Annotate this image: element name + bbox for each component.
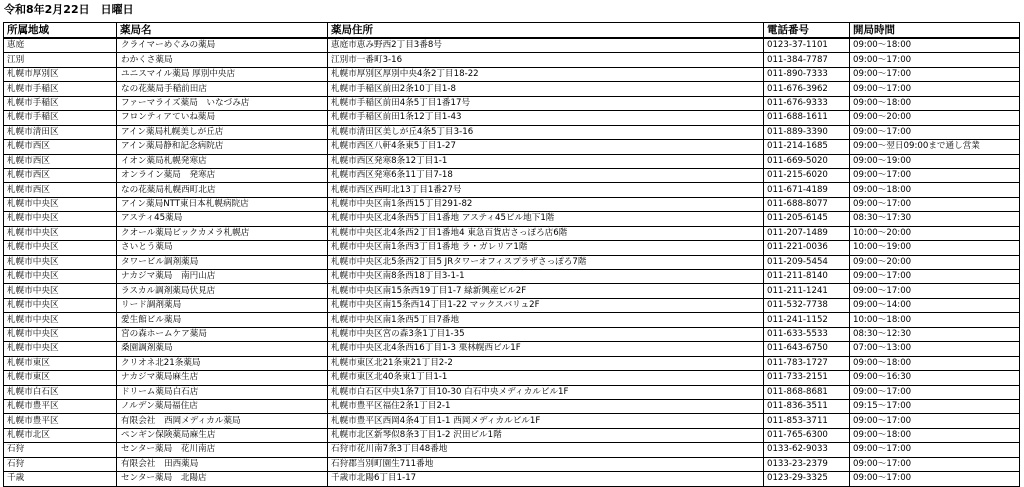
- cell-phone: 0123-37-1101: [764, 38, 850, 53]
- cell-area: 札幌市中央区: [4, 197, 117, 211]
- cell-hours: 09:15～17:00: [850, 399, 1020, 413]
- cell-phone: 011-783-1727: [764, 356, 850, 370]
- cell-hours: 08:30～17:30: [850, 212, 1020, 226]
- cell-area: 札幌市西区: [4, 140, 117, 154]
- cell-area: 札幌市手稲区: [4, 111, 117, 125]
- table-row: [4, 241, 1020, 255]
- cell-area: 千歳: [4, 472, 117, 486]
- cell-address: 札幌市西区西町北13丁目1番27号: [328, 183, 764, 197]
- pharmacy-table: [3, 22, 1020, 487]
- cell-area: 札幌市東区: [4, 356, 117, 370]
- cell-address: 千歳市北陽6丁目1-17: [328, 472, 764, 486]
- cell-phone: 011-384-7787: [764, 53, 850, 67]
- table-row: [4, 270, 1020, 284]
- cell-area: 札幌市厚別区: [4, 67, 117, 81]
- cell-hours: 09:00～17:00: [850, 53, 1020, 67]
- table-row: [4, 96, 1020, 110]
- table-row: [4, 298, 1020, 312]
- cell-hours: 09:00～17:00: [850, 472, 1020, 486]
- cell-name: イオン薬局札幌発寒店: [117, 154, 328, 168]
- cell-name: ナカジマ薬局 南円山店: [117, 270, 328, 284]
- cell-phone: 011-868-8681: [764, 385, 850, 399]
- cell-hours: 09:00～17:00: [850, 197, 1020, 211]
- table-row: [4, 140, 1020, 154]
- cell-phone: 011-853-3711: [764, 414, 850, 428]
- cell-address: 札幌市白石区中央1条7丁目10-30 白石中央メディカルビル1F: [328, 385, 764, 399]
- cell-hours: 09:00～18:00: [850, 356, 1020, 370]
- cell-phone: 011-889-3390: [764, 125, 850, 139]
- cell-hours: 09:00～17:00: [850, 385, 1020, 399]
- table-row: [4, 82, 1020, 96]
- cell-hours: 09:00～17:00: [850, 443, 1020, 457]
- cell-phone: 011-211-1241: [764, 284, 850, 298]
- cell-hours: 08:30～12:30: [850, 327, 1020, 341]
- cell-phone: 011-633-5533: [764, 327, 850, 341]
- cell-address: 札幌市手稲区前田2条10丁目1-8: [328, 82, 764, 96]
- cell-name: アイン薬局札幌美しが丘店: [117, 125, 328, 139]
- cell-address: 札幌市手稲区前田1条12丁目1-43: [328, 111, 764, 125]
- table-row: [4, 313, 1020, 327]
- cell-hours: 09:00～17:00: [850, 82, 1020, 96]
- cell-name: ノルデン薬局福住店: [117, 399, 328, 413]
- cell-name: なの花薬局札幌西町北店: [117, 183, 328, 197]
- cell-name: クライマーめぐみの薬局: [117, 38, 328, 53]
- table-row: [4, 154, 1020, 168]
- cell-address: 札幌市中央区南1条西3丁目1番地 ラ・ガレリア1階: [328, 241, 764, 255]
- cell-phone: 011-221-0036: [764, 241, 850, 255]
- table-row: [4, 197, 1020, 211]
- cell-phone: 011-643-6750: [764, 342, 850, 356]
- table-row: [4, 399, 1020, 413]
- cell-name: 桑園調剤薬局: [117, 342, 328, 356]
- cell-name: タワービル調剤薬局: [117, 255, 328, 269]
- cell-hours: 10:00～19:00: [850, 241, 1020, 255]
- cell-area: 札幌市中央区: [4, 212, 117, 226]
- cell-name: なの花薬局手稲前田店: [117, 82, 328, 96]
- cell-area: 札幌市清田区: [4, 125, 117, 139]
- cell-area: 札幌市中央区: [4, 270, 117, 284]
- table-row: [4, 125, 1020, 139]
- cell-address: 札幌市清田区美しが丘4条5丁目3-16: [328, 125, 764, 139]
- cell-address: 札幌市厚別区厚別中央4条2丁目18-22: [328, 67, 764, 81]
- table-body: [4, 38, 1020, 486]
- cell-phone: 011-241-1152: [764, 313, 850, 327]
- page-title: 令和8年2月22日 日曜日: [4, 3, 134, 16]
- cell-phone: 011-688-8077: [764, 197, 850, 211]
- cell-name: さいとう薬局: [117, 241, 328, 255]
- cell-phone: 011-532-7738: [764, 298, 850, 312]
- cell-area: 石狩: [4, 443, 117, 457]
- cell-address: 札幌市中央区北4条西2丁目1番地4 東急百貨店さっぽろ店6階: [328, 226, 764, 240]
- cell-area: 恵庭: [4, 38, 117, 53]
- cell-name: アスティ45薬局: [117, 212, 328, 226]
- cell-address: 札幌市西区発寒6条11丁目7-18: [328, 168, 764, 182]
- cell-address: 札幌市中央区南1条西5丁目7番地: [328, 313, 764, 327]
- table-row: [4, 111, 1020, 125]
- cell-hours: 09:00～翌日09:00まで通し営業: [850, 140, 1020, 154]
- cell-area: 札幌市西区: [4, 183, 117, 197]
- cell-phone: 011-205-6145: [764, 212, 850, 226]
- cell-hours: 09:00～19:00: [850, 154, 1020, 168]
- cell-address: 札幌市豊平区福住2条1丁目2-1: [328, 399, 764, 413]
- cell-hours: 09:00～17:00: [850, 284, 1020, 298]
- cell-address: 札幌市中央区宮の森3条1丁目1-35: [328, 327, 764, 341]
- cell-address: 札幌市中央区南15条西19丁目1-7 緑新興産ビル2F: [328, 284, 764, 298]
- cell-phone: 0123-29-3325: [764, 472, 850, 486]
- table-row: [4, 168, 1020, 182]
- cell-area: 札幌市豊平区: [4, 414, 117, 428]
- table-row: [4, 428, 1020, 442]
- cell-name: 宮の森ホームケア薬局: [117, 327, 328, 341]
- cell-name: ペンギン保険薬局麻生店: [117, 428, 328, 442]
- cell-hours: 09:00～18:00: [850, 38, 1020, 53]
- cell-area: 札幌市西区: [4, 168, 117, 182]
- header-phone: 電話番号: [764, 23, 850, 39]
- cell-hours: 09:00～17:00: [850, 457, 1020, 471]
- cell-phone: 011-688-1611: [764, 111, 850, 125]
- cell-address: 札幌市東区北40条東1丁目1-1: [328, 371, 764, 385]
- cell-address: 石狩市花川南7条3丁目48番地: [328, 443, 764, 457]
- cell-address: 札幌市中央区南8条西18丁目3-1-1: [328, 270, 764, 284]
- cell-hours: 09:00～17:00: [850, 414, 1020, 428]
- cell-hours: 09:00～20:00: [850, 111, 1020, 125]
- cell-hours: 10:00～20:00: [850, 226, 1020, 240]
- cell-phone: 011-214-1685: [764, 140, 850, 154]
- table-header-row: [4, 23, 1020, 39]
- cell-name: クリオネ北21条薬局: [117, 356, 328, 370]
- cell-name: オンライン薬局 発寒店: [117, 168, 328, 182]
- cell-address: 札幌市中央区北5条西2丁目5 JRタワーオフィスプラザさっぽろ7階: [328, 255, 764, 269]
- cell-name: ユニスマイル薬局 厚別中央店: [117, 67, 328, 81]
- table-row: [4, 356, 1020, 370]
- cell-address: 札幌市北区新琴似8条3丁目1-2 沢田ビル1階: [328, 428, 764, 442]
- cell-phone: 011-765-6300: [764, 428, 850, 442]
- cell-name: ナカジマ薬局麻生店: [117, 371, 328, 385]
- table-row: [4, 342, 1020, 356]
- cell-area: 札幌市手稲区: [4, 96, 117, 110]
- cell-address: 恵庭市恵み野西2丁目3番8号: [328, 38, 764, 53]
- cell-name: クオール薬局ビックカメラ札幌店: [117, 226, 328, 240]
- table-row: [4, 212, 1020, 226]
- header-address: 薬局住所: [328, 23, 764, 39]
- cell-area: 札幌市中央区: [4, 342, 117, 356]
- cell-address: 札幌市西区発寒8条12丁目1-1: [328, 154, 764, 168]
- cell-hours: 09:00～17:00: [850, 125, 1020, 139]
- cell-area: 江別: [4, 53, 117, 67]
- cell-phone: 0133-23-2379: [764, 457, 850, 471]
- cell-phone: 011-836-3511: [764, 399, 850, 413]
- cell-address: 札幌市西区八軒4条東5丁目1-27: [328, 140, 764, 154]
- cell-phone: 011-215-6020: [764, 168, 850, 182]
- cell-address: 札幌市中央区北4条西5丁目1番地 アスティ45ビル地下1階: [328, 212, 764, 226]
- cell-phone: 011-207-1489: [764, 226, 850, 240]
- cell-name: リード調剤薬局: [117, 298, 328, 312]
- cell-name: 有限会社 西岡メディカル薬局: [117, 414, 328, 428]
- cell-area: 札幌市中央区: [4, 226, 117, 240]
- table-row: [4, 327, 1020, 341]
- cell-address: 札幌市豊平区西岡4条4丁目1-1 西岡メディカルビル1F: [328, 414, 764, 428]
- cell-area: 石狩: [4, 457, 117, 471]
- cell-name: ドリーム薬局白石店: [117, 385, 328, 399]
- cell-hours: 07:00～13:00: [850, 342, 1020, 356]
- cell-address: 江別市一番町3-16: [328, 53, 764, 67]
- table-row: [4, 226, 1020, 240]
- cell-hours: 09:00～17:00: [850, 168, 1020, 182]
- cell-name: アイン薬局静和記念病院店: [117, 140, 328, 154]
- cell-area: 札幌市白石区: [4, 385, 117, 399]
- cell-address: 札幌市中央区北4条西16丁目1-3 栗林幌西ビル1F: [328, 342, 764, 356]
- cell-area: 札幌市中央区: [4, 241, 117, 255]
- table-row: [4, 183, 1020, 197]
- cell-phone: 011-671-4189: [764, 183, 850, 197]
- cell-hours: 09:00～18:00: [850, 428, 1020, 442]
- cell-area: 札幌市西区: [4, 154, 117, 168]
- table-row: [4, 385, 1020, 399]
- cell-phone: 011-676-9333: [764, 96, 850, 110]
- cell-address: 札幌市東区北21条東21丁目2-2: [328, 356, 764, 370]
- cell-address: 札幌市中央区南15条西14丁目1-22 マックスバリュ2F: [328, 298, 764, 312]
- table-row: [4, 414, 1020, 428]
- cell-phone: 011-209-5454: [764, 255, 850, 269]
- cell-name: ファーマライズ薬局 いなづみ店: [117, 96, 328, 110]
- cell-phone: 011-733-2151: [764, 371, 850, 385]
- cell-area: 札幌市中央区: [4, 255, 117, 269]
- cell-hours: 10:00～18:00: [850, 313, 1020, 327]
- cell-name: アイン薬局NTT東日本札幌病院店: [117, 197, 328, 211]
- cell-phone: 011-211-8140: [764, 270, 850, 284]
- header-name: 薬局名: [117, 23, 328, 39]
- cell-name: ラスカル調剤薬局伏見店: [117, 284, 328, 298]
- header-area: 所属地域: [4, 23, 117, 39]
- table-row: [4, 371, 1020, 385]
- cell-area: 札幌市中央区: [4, 327, 117, 341]
- table-row: [4, 457, 1020, 471]
- cell-hours: 09:00～17:00: [850, 67, 1020, 81]
- table-row: [4, 255, 1020, 269]
- cell-address: 札幌市手稲区前田4条5丁目1番17号: [328, 96, 764, 110]
- cell-address: 石狩郡当別町園生711番地: [328, 457, 764, 471]
- cell-area: 札幌市手稲区: [4, 82, 117, 96]
- header-hours: 開局時間: [850, 23, 1020, 39]
- cell-area: 札幌市東区: [4, 371, 117, 385]
- cell-hours: 09:00～18:00: [850, 183, 1020, 197]
- cell-area: 札幌市中央区: [4, 313, 117, 327]
- cell-area: 札幌市中央区: [4, 298, 117, 312]
- cell-name: 有限会社 田西薬局: [117, 457, 328, 471]
- cell-name: センター薬局 花川南店: [117, 443, 328, 457]
- cell-hours: 09:00～20:00: [850, 255, 1020, 269]
- cell-address: 札幌市中央区南1条西15丁目291-82: [328, 197, 764, 211]
- cell-name: わかくさ薬局: [117, 53, 328, 67]
- table-row: [4, 67, 1020, 81]
- cell-area: 札幌市北区: [4, 428, 117, 442]
- cell-phone: 011-676-3962: [764, 82, 850, 96]
- cell-hours: 09:00～16:30: [850, 371, 1020, 385]
- cell-phone: 011-890-7333: [764, 67, 850, 81]
- cell-hours: 09:00～18:00: [850, 96, 1020, 110]
- table-row: [4, 53, 1020, 67]
- cell-name: フロンティアていね薬局: [117, 111, 328, 125]
- cell-phone: 011-669-5020: [764, 154, 850, 168]
- cell-area: 札幌市中央区: [4, 284, 117, 298]
- table-row: [4, 38, 1020, 53]
- cell-hours: 09:00～14:00: [850, 298, 1020, 312]
- cell-name: 愛生館ビル薬局: [117, 313, 328, 327]
- cell-phone: 0133-62-9033: [764, 443, 850, 457]
- table-row: [4, 284, 1020, 298]
- cell-hours: 09:00～17:00: [850, 270, 1020, 284]
- table-row: [4, 443, 1020, 457]
- cell-area: 札幌市豊平区: [4, 399, 117, 413]
- cell-name: センター薬局 北陽店: [117, 472, 328, 486]
